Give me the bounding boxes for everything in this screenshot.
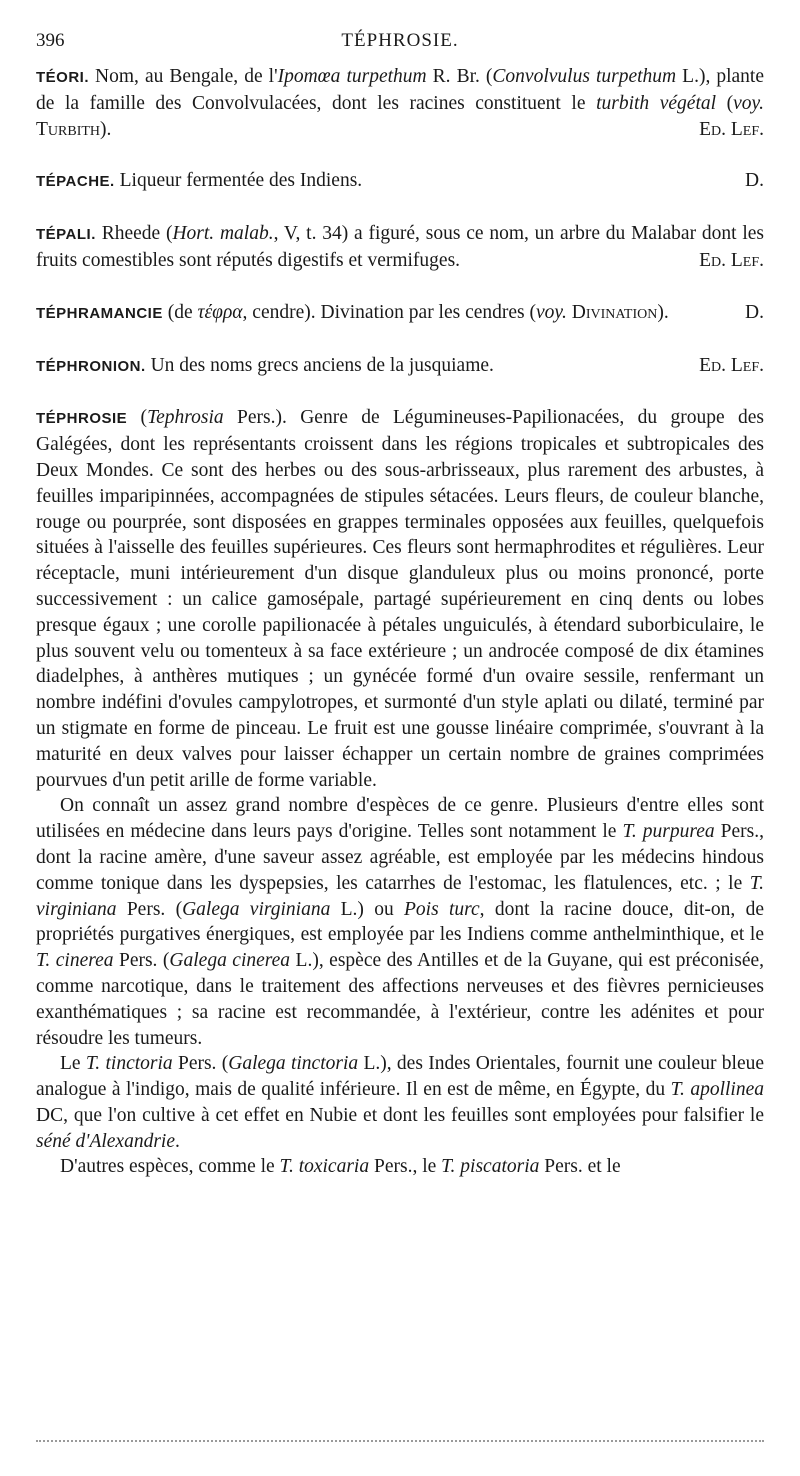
entry-headword: TÉORI. [36, 69, 90, 86]
author-signature: Ed. Lef. [699, 118, 764, 140]
taxon-name: Galega tinctoria [228, 1053, 359, 1075]
entry-text: On connaît un assez grand nombre d'espèces de ce genre. Plusieurs d'entre elles sont utilisées en médecine dans leurs pays d'origine. Telles sont notamment le [36, 795, 764, 843]
entry-text: D'autres espèces, comme le [60, 1156, 280, 1178]
entry-tephramancie [36, 300, 764, 327]
cross-reference-target: Divination). [566, 301, 669, 323]
taxon-name: T. apollinea [670, 1079, 764, 1101]
taxon-name: T. piscatoria [441, 1156, 540, 1178]
entry-text: Nom, au Bengale, de l' [89, 66, 278, 87]
entry-text: Pers. ( [172, 1053, 229, 1075]
entry-text: Liqueur fermentée des Indiens. [114, 170, 363, 192]
entry-headword: TÉPALI. [36, 226, 96, 244]
page-number: 396 [36, 30, 65, 51]
paragraph-3 [36, 1051, 764, 1154]
entry-text: , dont la racine douce, dit-on, de propriétés purgatives énergiques, est employée par les Indiens comme anthelminthique, et le [36, 898, 765, 946]
author-signature: D. [745, 170, 764, 192]
greek-word: τέφρα [197, 301, 243, 323]
entry-text: L.), espèce des Antilles et de la Guyane, qui est préconisée, comme narcotique, dans le traitement des affections nerveuses et des fièvres pernicieuses exanthématiques ; sa racine est recommandée, à l'extérieur, contre les adénites et pour résoudre les tumeurs. [36, 950, 765, 1049]
taxon-name: Galega cinerea [169, 950, 291, 972]
taxon-name: Tephrosia [147, 407, 224, 429]
taxon-name: T. virginiana [36, 872, 764, 920]
page-header [36, 30, 764, 56]
taxon-name: T. tinctoria [85, 1053, 173, 1075]
entry-text: L.), plante de la famille des Convolvulacées, dont les racines constituent le [36, 66, 764, 114]
work-title: Hort. malab. [172, 223, 274, 245]
taxon-name: Ipomœa turpethum [277, 66, 427, 87]
common-name: séné d'Alexandrie [36, 1130, 175, 1152]
entry-text: Pers.). Genre de Légumineuses-Papilionacées, du groupe des Galégées, dont les représentants croissent dans les régions tropicales et subtropicales des Deux Mondes. Ce sont des herbes ou des sous-arbrisseaux, plus rarement des arbustes, à feuilles imparipinnées, accompagnées de stipules sétacées. Leurs fleurs, de couleur blanche, rouge ou pourprée, sont disposées en grappes terminales opposées aux feuilles, quelquefois situées à l'aisselle des feuilles supérieures. Ces fleurs sont hermaphrodites et régulières. Leur réceptacle, muni intérieurement d'un disque glanduleux plus ou moins prononcé, porte successivement : un calice gamosépale, partagé supérieurement en cinq dents ou lobes presque égaux ; une corolle papilionacée à pétales unguiculés, à étendard suborbiculaire, le plus souvent velu ou tomenteux à sa face extérieure ; un androcée composé de dix étamines diadelphes, à anthères mutiques ; un gynécée formé d'un ovaire sessile, renfermant un nombre indéfini d'ovules campylotropes, et surmonté d'un style aplati ou dilaté, terminé par un stigmate en forme de pinceau. Le fruit est une gousse linéaire comprimée, s'ouvrant à la maturité en deux valves pour laisser échapper un certain nombre de graines comprimées pourvues d'un petit arille de forme variable. [36, 407, 764, 791]
entry-text: R. Br. ( [426, 66, 493, 87]
taxon-name: T. cinerea [36, 950, 114, 972]
entry-text: L.) ou [330, 898, 405, 920]
entry-headword: TÉPHRAMANCIE [36, 304, 163, 322]
taxon-name: T. purpurea [622, 821, 715, 843]
article-body [36, 64, 764, 1180]
entry-tepache [36, 168, 764, 195]
entry-text: (de [162, 301, 198, 323]
paragraph-2 [36, 793, 764, 1051]
author-signature: Ed. Lef. [699, 249, 764, 271]
entry-headword: TÉPHROSIE [36, 410, 128, 428]
entry-text: Le [60, 1053, 86, 1075]
cross-reference-target: Turbith). [36, 118, 112, 140]
author-signature: Ed. Lef. [699, 354, 764, 376]
taxon-name: T. toxicaria [279, 1156, 370, 1178]
term: turbith végétal [596, 92, 717, 114]
entry-text: Rheede ( [95, 223, 173, 245]
entry-headword: TÉPHRONION. [36, 357, 146, 375]
entry-tepali [36, 221, 764, 274]
entry-text: Pers. ( [116, 898, 183, 920]
entry-text: Pers. ( [113, 950, 170, 972]
entry-text: , cendre). Divination par les cendres ( [242, 301, 537, 323]
entry-text: . [175, 1130, 180, 1152]
paragraph-4 [36, 1154, 764, 1180]
running-title: TÉPHROSIE. [341, 30, 459, 51]
entry-teori [36, 64, 764, 142]
entry-text: Pers., dont la racine amère, d'une saveur assez agréable, est employée par les médecins hindous comme tonique dans les dyspepsies, les catarrhes de l'estomac, les flatulences, etc. ; le [36, 821, 764, 894]
common-name: Pois turc [404, 898, 480, 920]
entry-tephrosie [36, 405, 764, 1180]
entry-text: DC, que l'on cultive à cet effet en Nubie et dont les feuilles sont employées pour falsifier le [36, 1104, 764, 1126]
entry-headword: TÉPACHE. [36, 173, 115, 191]
footer-dotted-line [36, 1440, 764, 1442]
cross-reference: voy. [733, 92, 764, 114]
entry-text: ( [716, 92, 734, 114]
paragraph-1 [36, 405, 764, 793]
entry-text: , V, t. 34) a figuré, sous ce nom, un arbre du Malabar dont les fruits comestibles sont réputés digestifs et vermifuges. [36, 223, 764, 271]
cross-reference: voy. [536, 301, 567, 323]
entry-text: ( [127, 407, 148, 429]
entry-text: Un des noms grecs anciens de la jusquiame. [145, 354, 494, 376]
entry-text: L.), des Indes Orientales, fournit une couleur bleue analogue à l'indigo, mais de qualité inférieure. Il en est de même, en Égypte, du [36, 1053, 764, 1101]
entry-text: Pers., le [369, 1156, 442, 1178]
author-signature: D. [745, 301, 764, 323]
taxon-name: Convolvulus turpethum [492, 66, 677, 87]
entry-text: Pers. et le [539, 1156, 621, 1178]
taxon-name: Galega virginiana [182, 898, 331, 920]
entry-tephronion [36, 353, 764, 380]
